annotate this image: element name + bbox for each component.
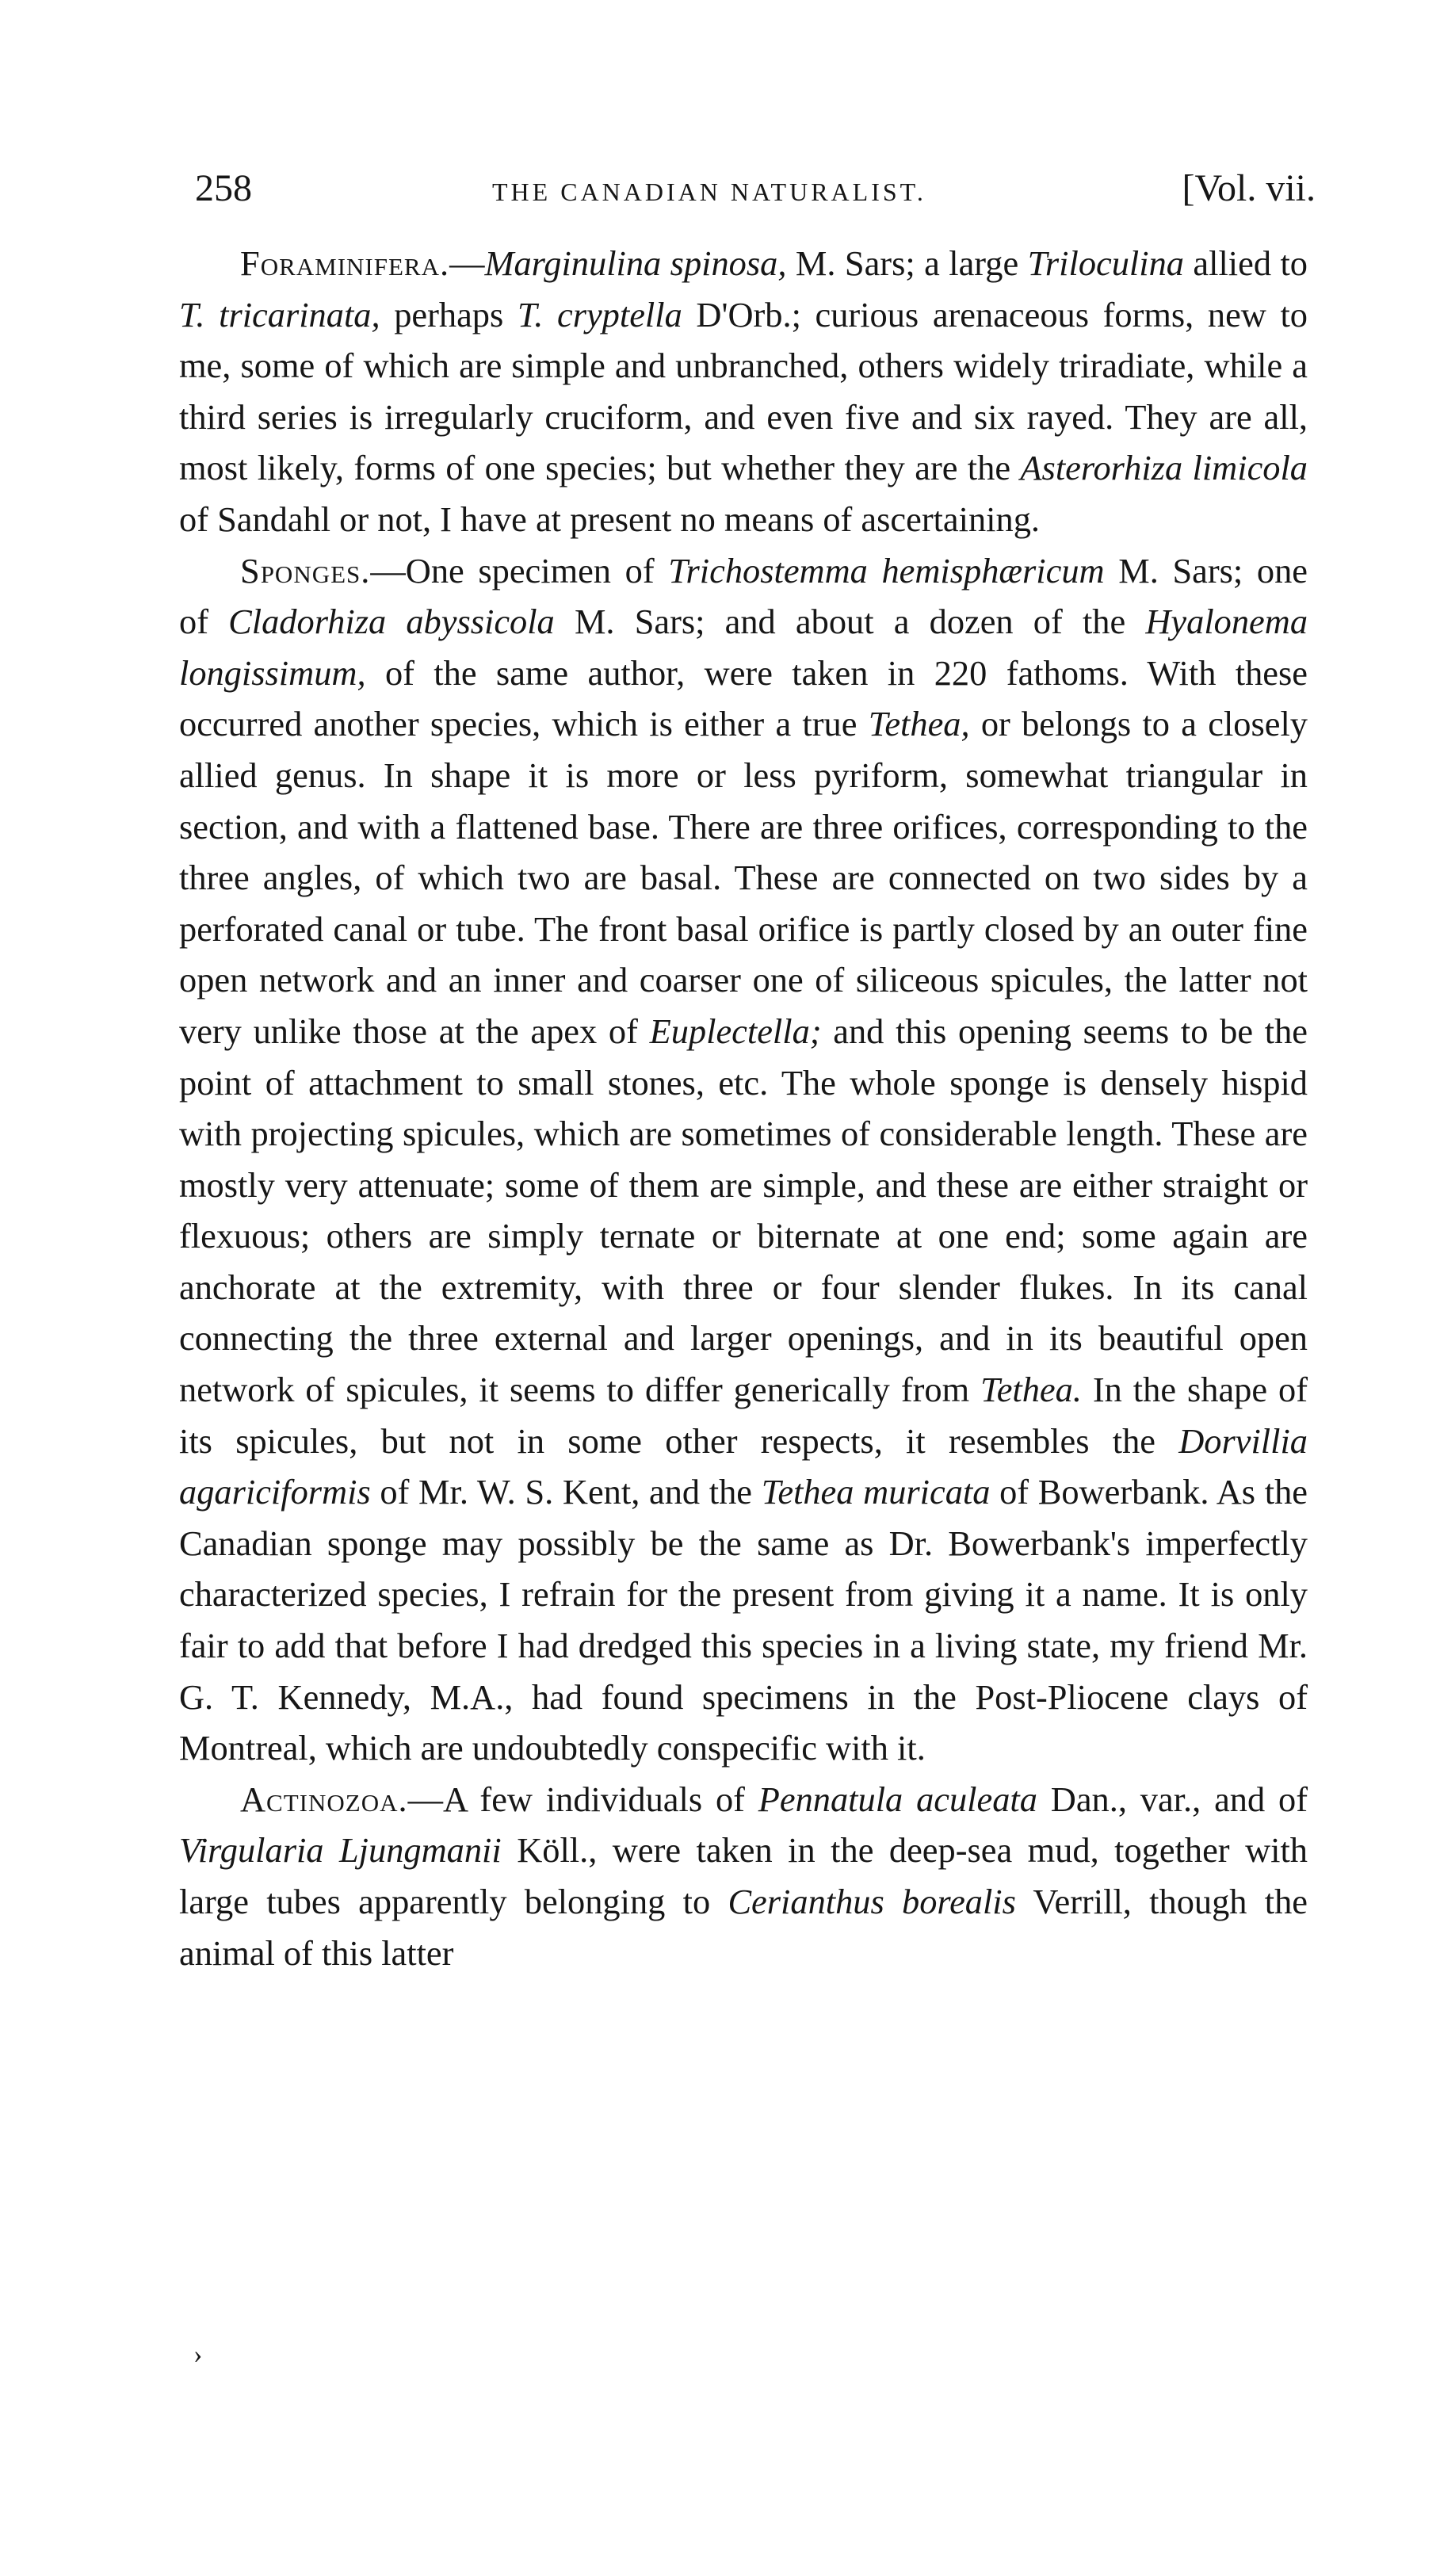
text-run: —One specimen of bbox=[370, 550, 669, 590]
taxon-name: Triloculina bbox=[1027, 243, 1184, 283]
text-run: Köll., were taken in the deep-sea mud, together with large tubes apparently belonging to bbox=[179, 1830, 1308, 1921]
text-run: and this opening seems to be the point of attachment to small stones, etc. The whole sponge is densely hispid with projecting spicules, which are sometimes of considerable length. These are mostly very attenuate; some of them are simple, and these are either straight or flexuous; others are simply ternate or biternate at one end; some again are anchorate at the extremity, with three or four slender flukes. In its canal connecting the three external and larger openings, and in its beautiful open network of spicules, it seems to differ generically from bbox=[179, 1011, 1308, 1410]
text-run: perhaps bbox=[380, 294, 518, 334]
taxon-name: Tethea muricata bbox=[761, 1472, 991, 1512]
text-run: of Bowerbank. As the Canadian sponge may possibly be the same as Dr. Bowerbank's imperfectly characterized species, I refrain for the present from giving it a name. It is only fair to add that before I had dredged this species in a living state, my friend Mr. G. T. Kennedy, M.A., had found specimens in the Post-Pliocene clays of Montreal, which are undoubtedly conspecific with it. bbox=[179, 1472, 1308, 1768]
page-number: 258 bbox=[195, 167, 252, 209]
taxon-name: Pennatula aculeata bbox=[758, 1779, 1037, 1819]
taxon-name: Hyalonema longissimum, bbox=[179, 602, 1308, 693]
text-run: of Mr. W. S. Kent, and the bbox=[370, 1472, 762, 1512]
paragraph-foraminifera bbox=[179, 238, 1308, 545]
taxon-name: Cerianthus borealis bbox=[728, 1882, 1016, 1921]
taxon-name: Dorvillia agariciformis bbox=[179, 1420, 1308, 1512]
taxon-name: Tethea. bbox=[980, 1370, 1082, 1410]
section-heading-sponges: Sponges. bbox=[240, 550, 371, 590]
taxon-name: T. cryptella bbox=[517, 294, 682, 334]
text-run: M. Sars; and about a dozen of the bbox=[554, 602, 1146, 642]
taxon-name: Cladorhiza abyssicola bbox=[228, 602, 555, 642]
taxon-name: Virgularia Ljungmanii bbox=[179, 1830, 502, 1871]
text-run: or belongs to a closely allied genus. In shape it is more or less pyriform, somewhat triangular in section, and with a flattened base. There are three orifices, corresponding to the three angles, of which two are basal. These are connected on two sides by a perforated canal or tube. The front basal orifice is partly closed by an outer fine open network and an inner and coarser one of siliceous spicules, the latter not very unlike those at the apex of bbox=[179, 704, 1308, 1051]
running-title: THE CANADIAN NATURALIST. bbox=[492, 178, 926, 206]
taxon-name: T. tricarinata, bbox=[179, 294, 380, 334]
taxon-name: Euplectella; bbox=[649, 1011, 822, 1051]
text-run: M. Sars; a large bbox=[786, 243, 1028, 283]
text-run: — bbox=[449, 243, 485, 283]
taxon-name: Trichostemma hemisphæricum bbox=[668, 550, 1105, 590]
text-run: D'Orb.; curious arenaceous forms, new to me, some of which are simple and unbranched, others widely triradiate, while a third series is irregularly cruciform, and even five and six rayed. They are all, most likely, forms of one species; but whether they are the bbox=[179, 294, 1308, 488]
text-run: In the shape of its spicules, but not in some other respects, it resembles the bbox=[179, 1370, 1308, 1461]
paragraph-sponges bbox=[179, 545, 1308, 1774]
page-header bbox=[195, 166, 1319, 222]
taxon-name: Tethea, bbox=[868, 704, 970, 744]
signature-mark: › bbox=[193, 2340, 203, 2369]
text-run: allied to bbox=[1183, 243, 1308, 283]
text-run: —A few individuals of bbox=[407, 1779, 758, 1819]
text-run: Verrill, though the animal of this latter bbox=[179, 1882, 1308, 1973]
text-run: of the same author, were taken in 220 fathoms. With these occurred another species, which is either a true bbox=[179, 652, 1308, 744]
section-heading-foraminifera: Foraminifera. bbox=[240, 243, 450, 283]
volume-label: [Vol. vii. bbox=[1182, 167, 1316, 209]
text-run: M. Sars; one of bbox=[179, 550, 1308, 642]
taxon-name: Asterorhiza limicola bbox=[1020, 448, 1308, 488]
page-body bbox=[179, 238, 1308, 1978]
taxon-name: Marginulina spinosa, bbox=[484, 243, 787, 283]
text-run: of Sandahl or not, I have at present no means of ascertaining. bbox=[179, 499, 1040, 539]
section-heading-actinozoa: Actinozoa. bbox=[240, 1779, 408, 1819]
paragraph-actinozoa bbox=[179, 1774, 1308, 1978]
text-run: Dan., var., and of bbox=[1037, 1779, 1308, 1819]
